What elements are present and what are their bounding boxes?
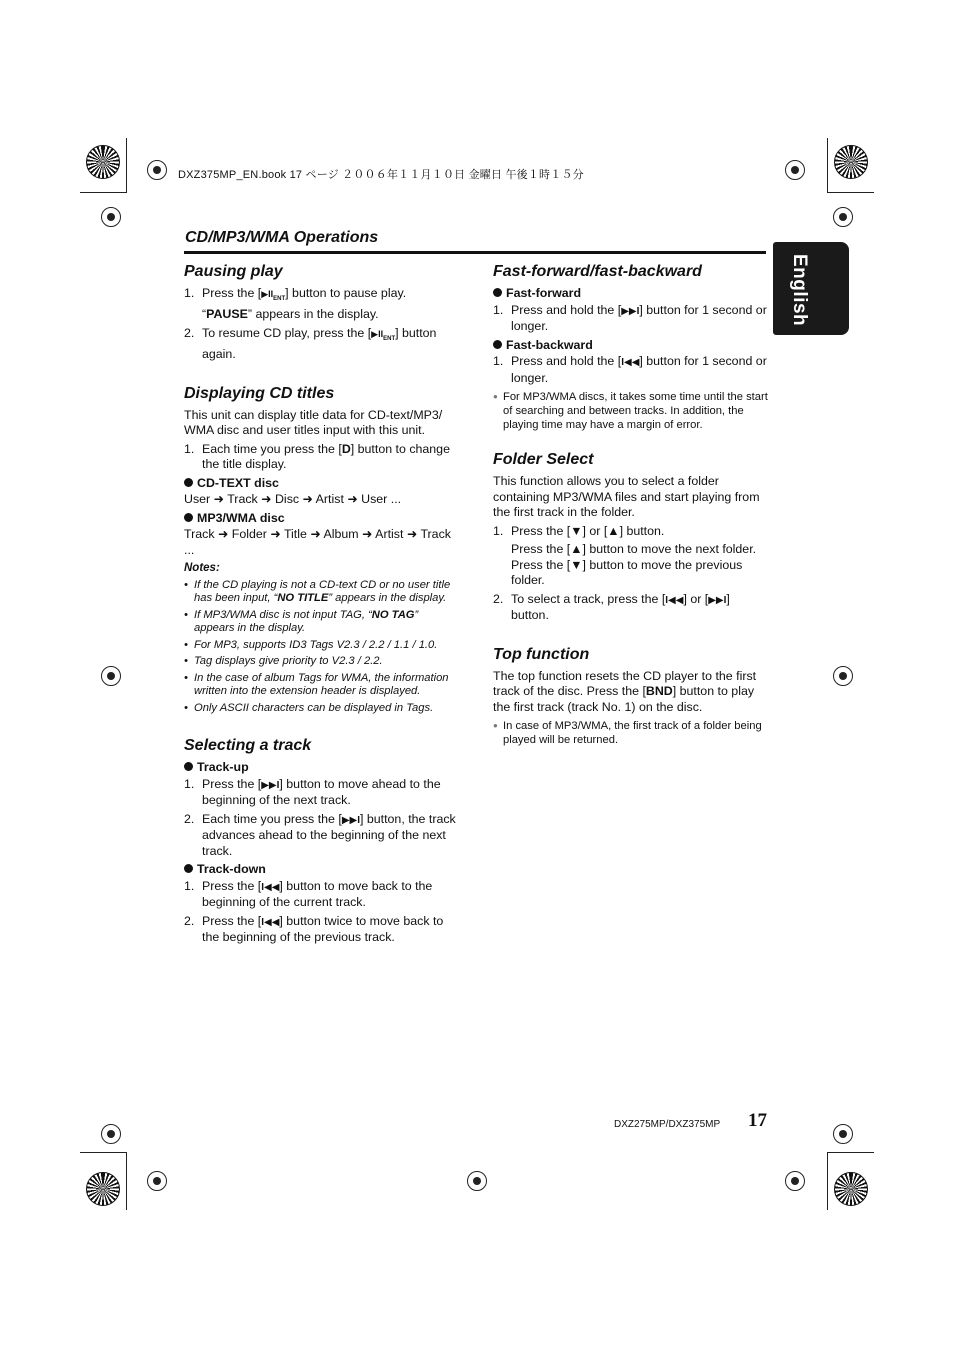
note-item: ● For MP3/WMA discs, it takes some time until the start of searching and between tracks. In addition, the playing time may have a margin of error. — [493, 391, 768, 431]
paragraph: This function allows you to select a folder containing MP3/WMA files and start playing from the first track in the folder. — [493, 474, 760, 519]
crosshair-mark — [147, 160, 167, 180]
registration-disc-top-left — [86, 145, 120, 179]
note-item: • In the case of album Tags for WMA, the information written into the extension header is displayed. — [184, 671, 449, 698]
previous-track-icon: I◀◀ — [261, 881, 280, 893]
bullet-dot-icon — [493, 340, 502, 349]
registration-disc-top-right — [834, 145, 868, 179]
crosshair-mark — [833, 666, 853, 686]
subheading-fast-forward: Fast-forward — [493, 286, 768, 302]
heading-selecting-a-track: Selecting a track — [184, 737, 312, 755]
crosshair-mark — [101, 1124, 121, 1144]
crosshair-mark — [785, 160, 805, 180]
language-tab — [773, 242, 849, 335]
section-rule — [184, 251, 766, 254]
crop-line — [126, 1152, 127, 1210]
display-sequence: Track ➜ Folder ➜ Title ➜ Album ➜ Artist ➜ Track ... — [184, 527, 451, 557]
list-item: 1. Press the [▶▶I] button to move ahead to the beginning of the next track. — [184, 776, 441, 808]
crop-line — [126, 138, 127, 193]
play-pause-icon: $▶II_{ENT}$ — [261, 289, 286, 302]
heading-pausing-play: Pausing play — [184, 263, 283, 280]
note-item: • If the CD playing is not a CD-text CD or no user title has been input, “NO TITLE” appears in the display. — [184, 578, 451, 605]
subheading-fast-backward: Fast-backward — [493, 338, 768, 354]
crop-line — [828, 1152, 874, 1153]
heading-displaying-cd-titles: Displaying CD titles — [184, 384, 335, 402]
crosshair-mark — [833, 207, 853, 227]
subheading-cd-text-disc: CD-TEXT disc — [184, 476, 459, 492]
note-item: • If MP3/WMA disc is not input TAG, “NO TAG” appears in the display. — [184, 608, 419, 635]
crosshair-mark — [467, 1171, 487, 1191]
subheading-mp3-wma-disc: MP3/WMA disc — [184, 511, 459, 527]
note-item: ● In case of MP3/WMA, the first track of a folder being played will be returned. — [493, 720, 762, 746]
list-item: 1. Press the [I◀◀] button to move back to the beginning of the current track. — [184, 878, 433, 910]
list-item: 1. Each time you press the [D] button to change the title display. — [184, 441, 450, 472]
bullet-dot-icon — [184, 762, 193, 771]
crosshair-mark — [785, 1171, 805, 1191]
registration-disc-bottom-right — [834, 1172, 868, 1206]
right-column — [493, 262, 768, 747]
list-item: 2. Press the [I◀◀] button twice to move back to the beginning of the previous track. — [184, 913, 444, 945]
left-column — [184, 262, 459, 949]
bullet-dot-icon — [184, 478, 193, 487]
list-item: 1. Press the [▼] or [▲] button. Press the [▲] button to move the next folder. Press the [▼] button to move the previous folder. — [493, 523, 757, 587]
crop-line — [827, 1152, 828, 1210]
previous-track-icon: I◀◀ — [261, 916, 280, 928]
note-item: • Tag displays give priority to V2.3 / 2.2. — [184, 655, 383, 668]
list-item: 1. Press and hold the [▶▶I] button for 1 second or longer. — [493, 302, 767, 333]
down-arrow-icon: ▼ — [570, 557, 583, 572]
crosshair-mark — [101, 207, 121, 227]
print-info-line: DXZ375MP_EN.book 17 ページ ２００６年１１月１０日 金曜日 午後１時１５分 — [178, 169, 584, 181]
registration-disc-bottom-left — [86, 1172, 120, 1206]
list-item: 2. To resume CD play, press the $[▶II_{ENT}]$ button again. — [184, 325, 437, 362]
crop-line — [827, 138, 828, 193]
play-pause-icon: $▶II_{ENT}$ — [371, 328, 396, 342]
previous-track-icon: I◀◀ — [621, 357, 640, 368]
crop-line — [828, 192, 874, 193]
heading-fast-forward-backward: Fast-forward/fast-backward — [493, 263, 702, 280]
section-title: CD/MP3/WMA Operations — [185, 229, 379, 246]
crosshair-mark — [833, 1124, 853, 1144]
crosshair-mark — [147, 1171, 167, 1191]
notes-heading: Notes: — [184, 562, 220, 575]
language-tab-label: English — [789, 254, 810, 327]
note-item: • For MP3, supports ID3 Tags V2.3 / 2.2 / 1.1 / 1.0. — [184, 638, 438, 651]
up-arrow-icon: ▲ — [607, 523, 620, 538]
subheading-track-down: Track-down — [184, 862, 459, 878]
up-arrow-icon: ▲ — [570, 542, 583, 556]
crosshair-mark — [101, 666, 121, 686]
bullet-dot-icon — [184, 864, 193, 873]
footer-model-number: DXZ275MP/DXZ375MP — [614, 1119, 721, 1130]
note-item: • Only ASCII characters can be displayed in Tags. — [184, 701, 434, 714]
list-item: 1. Press the $[▶II_{ENT}]$ button to pause play. “PAUSE” appears in the display. — [184, 286, 407, 322]
crop-line — [80, 1152, 126, 1153]
paragraph: This unit can display title data for CD-text/MP3/ WMA disc and user titles input with this unit. — [184, 407, 443, 438]
next-track-icon: ▶▶I — [621, 305, 640, 317]
heading-folder-select: Folder Select — [493, 451, 594, 468]
bullet-dot-icon — [493, 288, 502, 297]
next-track-icon: ▶▶I — [261, 779, 280, 791]
heading-top-function: Top function — [493, 645, 590, 663]
next-track-icon: ▶▶I — [341, 814, 360, 826]
list-item: 1. Press and hold the [I◀◀] button for 1 second or longer. — [493, 354, 767, 385]
down-arrow-icon: ▼ — [570, 523, 583, 538]
next-track-icon: ▶▶I — [708, 594, 727, 606]
display-sequence: User ➜ Track ➜ Disc ➜ Artist ➜ User ... — [184, 492, 402, 507]
crop-line — [80, 192, 126, 193]
list-item: 2. To select a track, press the [I◀◀] or [▶▶I] button. — [493, 591, 730, 622]
previous-track-icon: I◀◀ — [665, 594, 684, 606]
subheading-track-up: Track-up — [184, 760, 459, 776]
paragraph: The top function resets the CD player to the first track of the disc. Press the [BND] button to play the first track (track No. 1) on the disc. — [493, 668, 757, 714]
bullet-dot-icon — [184, 513, 193, 522]
list-item: 2. Each time you press the [▶▶I] button, the track advances ahead to the beginning of the next track. — [184, 811, 456, 858]
page-number: 17 — [748, 1110, 767, 1131]
